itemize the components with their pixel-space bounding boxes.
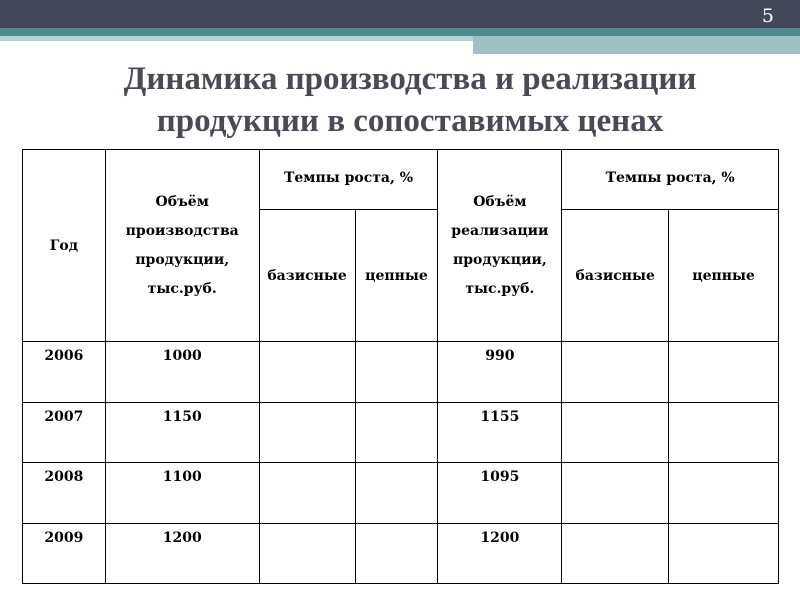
cell-year: 2008 xyxy=(23,463,106,524)
cell-chain-2 xyxy=(669,403,779,463)
cell-chain-1 xyxy=(355,524,438,584)
header-basic-1: базисные xyxy=(259,210,355,342)
decor-stripe-light xyxy=(0,36,473,41)
cell-production: 1150 xyxy=(105,403,259,463)
header-chain-1: цепные xyxy=(355,210,438,342)
slide-number: 5 xyxy=(761,5,774,27)
cell-basic-2 xyxy=(562,524,669,584)
cell-basic-1 xyxy=(259,524,355,584)
cell-chain-2 xyxy=(669,463,779,524)
cell-production: 1200 xyxy=(105,524,259,584)
header-chain-2: цепные xyxy=(669,210,779,342)
cell-sales: 1155 xyxy=(438,403,562,463)
cell-basic-2 xyxy=(562,342,669,403)
decor-stripe-block xyxy=(473,36,800,54)
cell-chain-2 xyxy=(669,524,779,584)
table-row xyxy=(23,403,779,463)
cell-year: 2007 xyxy=(23,403,106,463)
cell-year: 2009 xyxy=(23,524,106,584)
cell-production: 1100 xyxy=(105,463,259,524)
header-production-volume: Объём производства продукции, тыс.руб. xyxy=(105,150,259,342)
data-table xyxy=(22,149,779,584)
cell-year: 2006 xyxy=(23,342,106,403)
cell-sales: 990 xyxy=(438,342,562,403)
cell-chain-1 xyxy=(355,463,438,524)
cell-sales: 1095 xyxy=(438,463,562,524)
header-sales-volume: Объём реализации продукции, тыс.руб. xyxy=(438,150,562,342)
cell-production: 1000 xyxy=(105,342,259,403)
table-row xyxy=(23,463,779,524)
cell-basic-1 xyxy=(259,342,355,403)
cell-chain-1 xyxy=(355,342,438,403)
cell-chain-1 xyxy=(355,403,438,463)
cell-basic-1 xyxy=(259,403,355,463)
header-growth-rate-2: Темпы роста, % xyxy=(562,150,779,210)
header-basic-2: базисные xyxy=(562,210,669,342)
cell-basic-1 xyxy=(259,463,355,524)
decor-stripe-teal xyxy=(0,28,800,36)
header-year: Год xyxy=(23,150,106,342)
header-growth-rate-1: Темпы роста, % xyxy=(259,150,438,210)
slide-title: Динамика производства и реализации продукции в сопоставимых ценах xyxy=(123,61,697,139)
cell-basic-2 xyxy=(562,463,669,524)
cell-sales: 1200 xyxy=(438,524,562,584)
header-row-1 xyxy=(23,150,779,210)
cell-chain-2 xyxy=(669,342,779,403)
cell-basic-2 xyxy=(562,403,669,463)
table-row xyxy=(23,342,779,403)
top-bar xyxy=(0,0,800,28)
table-row xyxy=(23,524,779,584)
